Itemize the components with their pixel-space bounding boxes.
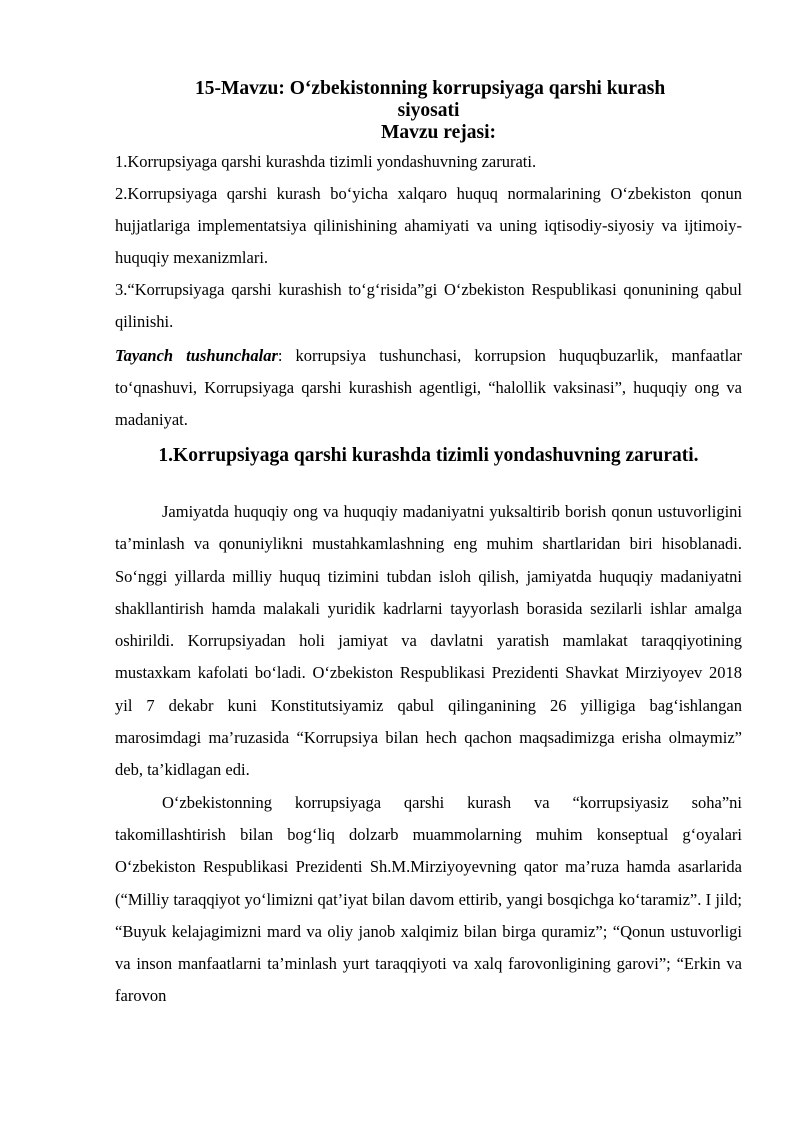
plan-item-1: 1.Korrupsiyaga qarshi kurashda tizimli yondashuvning zarurati.: [115, 152, 537, 171]
section-heading: 1.Korrupsiyaga qarshi kurashda tizimli yondashuvning zarurati.: [158, 445, 699, 466]
plan-item-3: 3.“Korrupsiyaga qarshi kurashish to‘g‘risida”gi O‘zbekiston Respublikasi qonunining qabul qilinishi.: [115, 280, 742, 331]
paragraph-1: Jamiyatda huquqiy ong va huquqiy madaniyatni yuksaltirib borish qonun ustuvorligini ta’minlash va qonuniylikni mustahkamlashning eng muhim shartlaridan biri hisoblanadi. So‘nggi yillarda milliy huquq tizimini tubdan isloh qilish, jamiyatda huquqiy madaniyatni shakllantirish hamda malakali yuridik kadrlarni tayyorlash borasida sezilarli ishlar amalga oshirildi. Korrupsiyadan holi jamiyat va davlatni yaratish mamlakat taraqqiyotining mustaxkam kafolati bo‘ladi. O‘zbekiston Respublikasi Prezidenti Shavkat Mirziyoyev 2018 yil 7 dekabr kuni Konstitutsiyamiz qabul qilinganining 26 yilligiga bag‘ishlangan marosimdagi ma’ruzasida “Korrupsiya bilan hech qachon maqsadimizga erisha olmaymiz” deb, ta’kidlagan edi.: [115, 502, 742, 780]
paragraph-2: O‘zbekistonning korrupsiyaga qarshi kurash va “korrupsiyasiz soha”ni takomillashtirish bilan bog‘liq dolzarb muammolarning muhim konseptual g‘oyalari O‘zbekiston Respublikasi Prezidenti Sh.M.Mirziyoyevning qator ma’ruza hamda asarlarida (“Milliy taraqqiyot yo‘limizni qat’iyat bilan davom ettirib, yangi bosqichga ko‘taramiz”. I jild; “Buyuk kelajagimizni mard va oliy janob xalqimiz bilan birga quramiz”; “Qonun ustuvorligi va inson manfaatlarni ta’minlash yurt taraqqiyoti va xalq farovonligining garovi”; “Erkin va farovon: [115, 792, 742, 1006]
body-text: [115, 496, 742, 1013]
keywords-block: [115, 340, 742, 436]
keywords-paragraph: [115, 340, 742, 436]
document-title-continuation: siyosati: [397, 100, 460, 121]
plan-heading: Mavzu rejasi:: [381, 122, 496, 143]
keywords-text: : korrupsiya tushunchasi, korrupsion huquqbuzarlik, manfaatlar to‘qnashuvi, Korrupsiyaga qarshi kurashish agentligi, “halollik vaksinasi”, huquqiy ong va madaniyat.: [115, 346, 742, 429]
keywords-label: Tayanch tushunchalar: [115, 346, 278, 365]
plan-item-2: 2.Korrupsiyaga qarshi kurash bo‘yicha xalqaro huquq normalarining O‘zbekiston qonun hujjatlariga implementatsiya qilinishining ahamiyati va uning iqtisodiy-siyosiy va ijtimoiy-huquqiy mexanizmlari.: [115, 184, 742, 267]
document-title: 15-Mavzu: O‘zbekistonning korrupsiyaga qarshi kurash: [195, 78, 666, 99]
plan-list: [115, 146, 742, 338]
